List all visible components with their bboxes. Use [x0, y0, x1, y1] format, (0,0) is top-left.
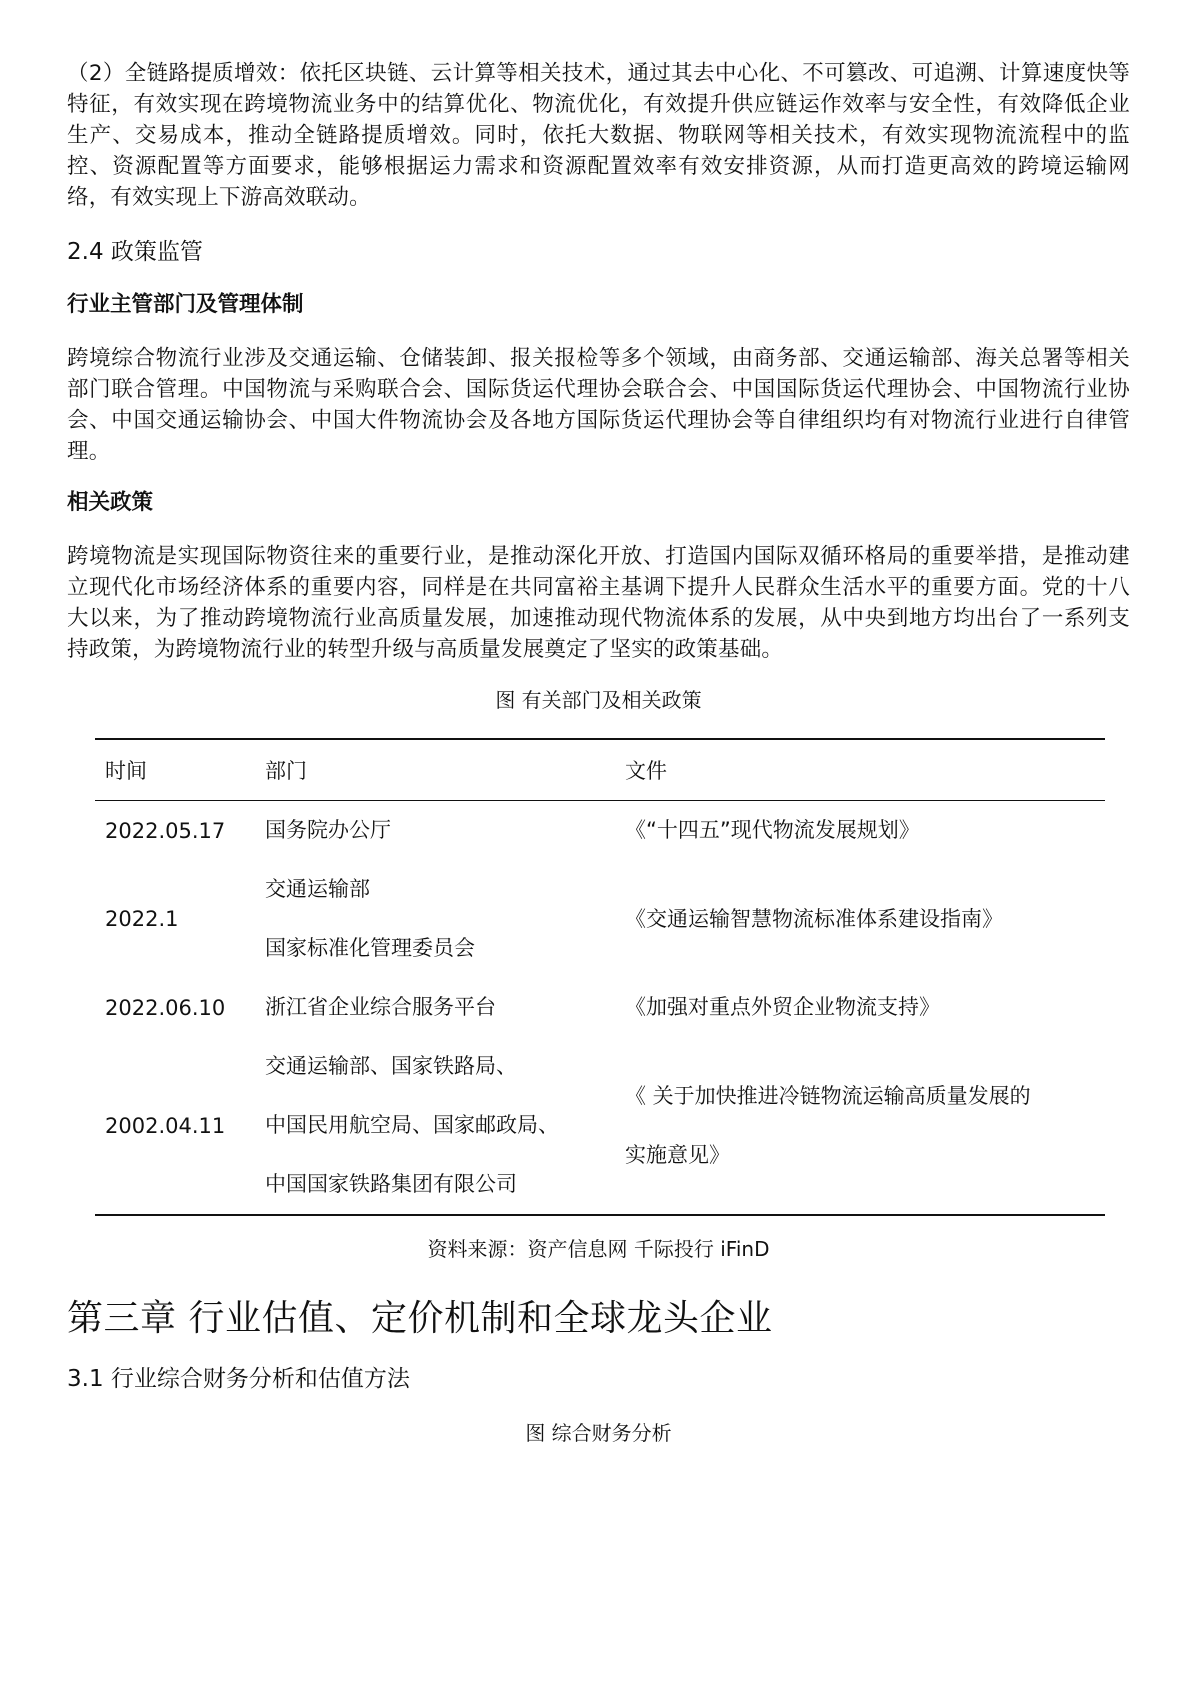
policy-table — [95, 738, 1105, 1216]
table-header-row — [95, 739, 1105, 801]
header-time: 时间 — [95, 739, 255, 801]
row-date: 2002.04.11 — [105, 1113, 226, 1138]
row-departments — [255, 1037, 615, 1215]
row-date: 2022.05.17 — [105, 818, 226, 843]
document-line: 《加强对重点外贸企业物流支持》 — [625, 995, 940, 1019]
department-line: 交通运输部、国家铁路局、 — [265, 1054, 517, 1078]
document-line: 《 关于加快推进冷链物流运输高质量发展的 — [625, 1083, 1031, 1108]
subsection-policies-title: 相关政策 — [67, 490, 154, 515]
row-departments — [255, 978, 615, 1037]
table-caption: 图 有关部门及相关政策 — [495, 688, 702, 712]
department-line: 中国国家铁路集团有限公司 — [265, 1172, 517, 1196]
header-document: 文件 — [615, 739, 1105, 801]
department-line: 国家标准化管理委员会 — [265, 936, 475, 960]
department-line: 国务院办公厅 — [265, 818, 391, 842]
document-line: 《“十四五”现代物流发展规划》 — [625, 818, 920, 842]
table-row — [95, 860, 1105, 978]
document-page — [67, 58, 1130, 1448]
table-row — [95, 978, 1105, 1037]
subsection-regulators-title: 行业主管部门及管理体制 — [67, 292, 304, 317]
section-3-1-title: 3.1 行业综合财务分析和估值方法 — [67, 1366, 410, 1392]
table-row — [95, 1037, 1105, 1215]
table-row — [95, 801, 1105, 861]
intro-paragraph: （2）全链路提质增效：依托区块链、云计算等相关技术，通过其去中心化、不可篡改、可追溯、计算速度快等特征，有效实现在跨境物流业务中的结算优化、物流优化，有效提升供应链运作效率与安全性，有效降低企业生产、交易成本，推动全链路提质增效。同时，依托大数据、物联网等相关技术，有效实现物流流程中的监控、资源配置等方面要求，能够根据运力需求和资源配置效率有效安排资源，从而打造更高效的跨境运输网络，有效实现上下游高效联动。 — [67, 61, 1130, 210]
figure-caption: 图 综合财务分析 — [525, 1421, 672, 1445]
document-line: 实施意见》 — [625, 1142, 730, 1167]
department-line: 浙江省企业综合服务平台 — [265, 995, 496, 1019]
chapter-3-title: 第三章 行业估值、定价机制和全球龙头企业 — [67, 1298, 773, 1339]
document-line: 《交通运输智慧物流标准体系建设指南》 — [625, 906, 1003, 931]
header-department: 部门 — [255, 739, 615, 801]
subsection-regulators-body: 跨境综合物流行业涉及交通运输、仓储装卸、报关报检等多个领域，由商务部、交通运输部、海关总署等相关部门联合管理。中国物流与采购联合会、国际货运代理协会联合会、中国国际货运代理协会、中国物流行业协会、中国交通运输协会、中国大件物流协会及各地方国际货运代理协会等自律组织均有对物流行业进行自律管理。 — [67, 346, 1130, 464]
row-departments — [255, 801, 615, 861]
row-documents — [615, 978, 1105, 1037]
department-line: 中国民用航空局、国家邮政局、 — [265, 1113, 559, 1137]
row-documents — [615, 1037, 1105, 1215]
section-2-4-title: 2.4 政策监管 — [67, 239, 203, 265]
department-line: 交通运输部 — [265, 877, 370, 901]
row-date: 2022.06.10 — [105, 995, 226, 1020]
row-date: 2022.1 — [105, 907, 179, 931]
table-source-note: 资料来源：资产信息网 千际投行 iFinD — [427, 1237, 770, 1261]
row-documents — [615, 860, 1105, 978]
row-departments — [255, 860, 615, 978]
row-documents — [615, 801, 1105, 861]
subsection-policies-body: 跨境物流是实现国际物资往来的重要行业，是推动深化开放、打造国内国际双循环格局的重要举措，是推动建立现代化市场经济体系的重要内容，同样是在共同富裕主基调下提升人民群众生活水平的重要方面。党的十八大以来，为了推动跨境物流行业高质量发展，加速推动现代物流体系的发展，从中央到地方均出台了一系列支持政策，为跨境物流行业的转型升级与高质量发展奠定了坚实的政策基础。 — [67, 544, 1130, 662]
